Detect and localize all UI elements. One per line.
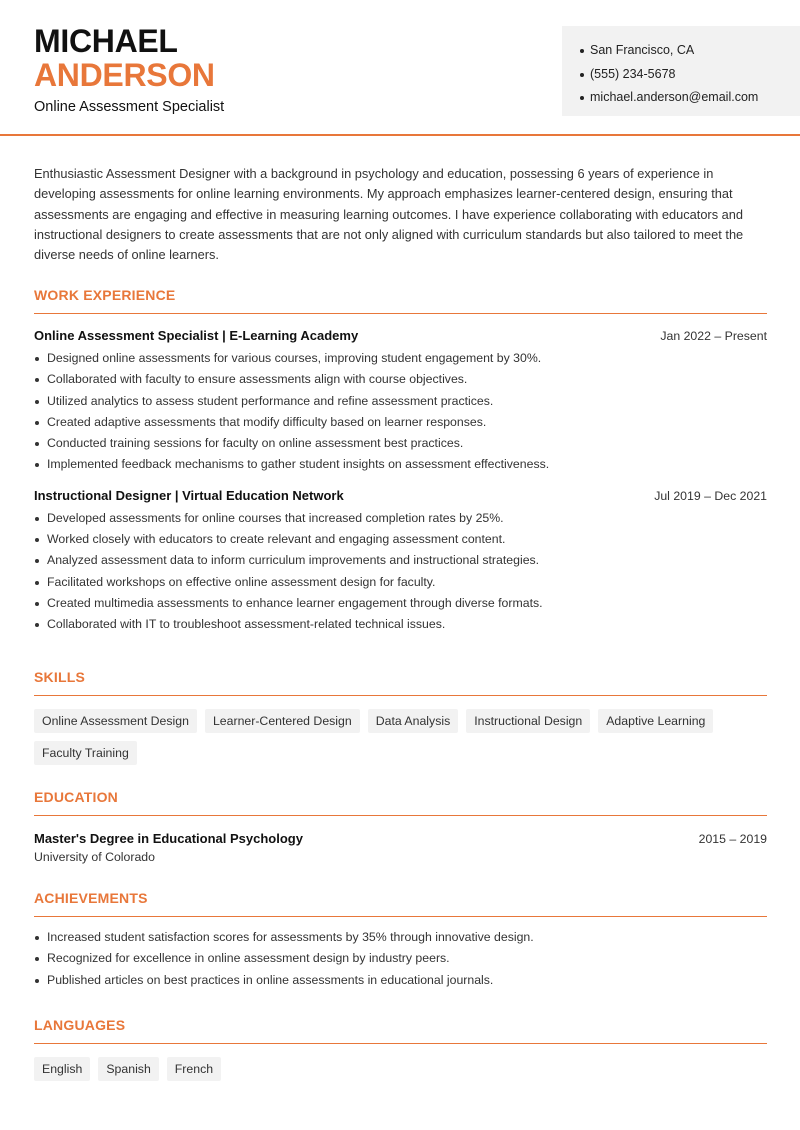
list-item: Designed online assessments for various courses, improving student engagement by 30%. [34, 348, 767, 369]
skill-tag: Learner-Centered Design [205, 709, 360, 733]
job-date: Jan 2022 – Present [660, 329, 767, 343]
list-item: Collaborated with IT to troubleshoot assessment-related technical issues. [34, 614, 767, 635]
list-item: Increased student satisfaction scores for assessments by 35% through innovative design. [34, 927, 767, 948]
list-item: Created adaptive assessments that modify difficulty based on learner responses. [34, 412, 767, 433]
education-date: 2015 – 2019 [698, 832, 767, 846]
section-title-achievements: ACHIEVEMENTS [34, 890, 767, 917]
job-entry [34, 328, 767, 476]
education-section [34, 789, 767, 864]
skill-tag: Data Analysis [368, 709, 459, 733]
contact-box [562, 26, 800, 116]
job-title-text: Online Assessment Specialist | E-Learning Academy [34, 328, 359, 343]
school-name: University of Colorado [34, 850, 155, 864]
language-tag: English [34, 1057, 90, 1081]
list-item: Recognized for excellence in online assessment design by industry peers. [34, 948, 767, 969]
section-title-work: WORK EXPERIENCE [34, 287, 767, 314]
resume-header [0, 0, 800, 136]
language-tag: Spanish [98, 1057, 158, 1081]
first-name: MICHAEL [34, 23, 178, 59]
achievements-section [34, 890, 767, 991]
section-title-education: EDUCATION [34, 789, 767, 816]
languages-section [34, 1017, 767, 1081]
list-item: Utilized analytics to assess student performance and refine assessment practices. [34, 391, 767, 412]
list-item: Developed assessments for online courses that increased completion rates by 25%. [34, 508, 767, 529]
degree-title: Master's Degree in Educational Psychology [34, 831, 303, 846]
job-title: Online Assessment Specialist [34, 99, 225, 115]
contact-phone: (555) 234-5678 [580, 63, 800, 87]
list-item: Worked closely with educators to create relevant and engaging assessment content. [34, 529, 767, 550]
section-title-skills: SKILLS [34, 669, 767, 696]
list-item: Published articles on best practices in online assessments in educational journals. [34, 970, 767, 991]
skill-tag: Instructional Design [466, 709, 590, 733]
section-title-languages: LANGUAGES [34, 1017, 767, 1044]
list-item: Facilitated workshops on effective online assessment design for faculty. [34, 572, 767, 593]
resume-body [34, 164, 767, 1076]
work-experience-section [34, 287, 767, 636]
contact-email[interactable]: michael.anderson@email.com [580, 86, 800, 110]
list-item: Analyzed assessment data to inform curriculum improvements and instructional strategies. [34, 550, 767, 571]
skill-tag: Online Assessment Design [34, 709, 197, 733]
skill-tag: Faculty Training [34, 741, 137, 765]
last-name: ANDERSON [34, 57, 215, 93]
list-item: Created multimedia assessments to enhance learner engagement through diverse formats. [34, 593, 767, 614]
summary-text: Enthusiastic Assessment Designer with a background in psychology and education, possessing 6 years of experience in developing assessments for online learning environments. My approach emphasizes learner-centered design, ensuring that assessments are engaging and effective in measuring learning outcomes. I have experience collaborating with educators and instructional designers to create assessments that are not only aligned with curriculum standards but also tailored to meet the diverse needs of online learners. [34, 166, 744, 263]
list-item: Implemented feedback mechanisms to gather student insights on assessment effectiveness. [34, 454, 767, 475]
job-date: Jul 2019 – Dec 2021 [654, 488, 767, 503]
job-title-text: Instructional Designer | Virtual Education Network [34, 487, 344, 503]
job-entry [34, 488, 767, 636]
language-tag: French [167, 1057, 221, 1081]
skill-tag: Adaptive Learning [598, 709, 713, 733]
contact-location: San Francisco, CA [580, 39, 800, 63]
skills-section [34, 669, 767, 765]
list-item: Collaborated with faculty to ensure assessments align with course objectives. [34, 369, 767, 390]
candidate-name [34, 24, 215, 92]
list-item: Conducted training sessions for faculty on online assessment best practices. [34, 433, 767, 454]
